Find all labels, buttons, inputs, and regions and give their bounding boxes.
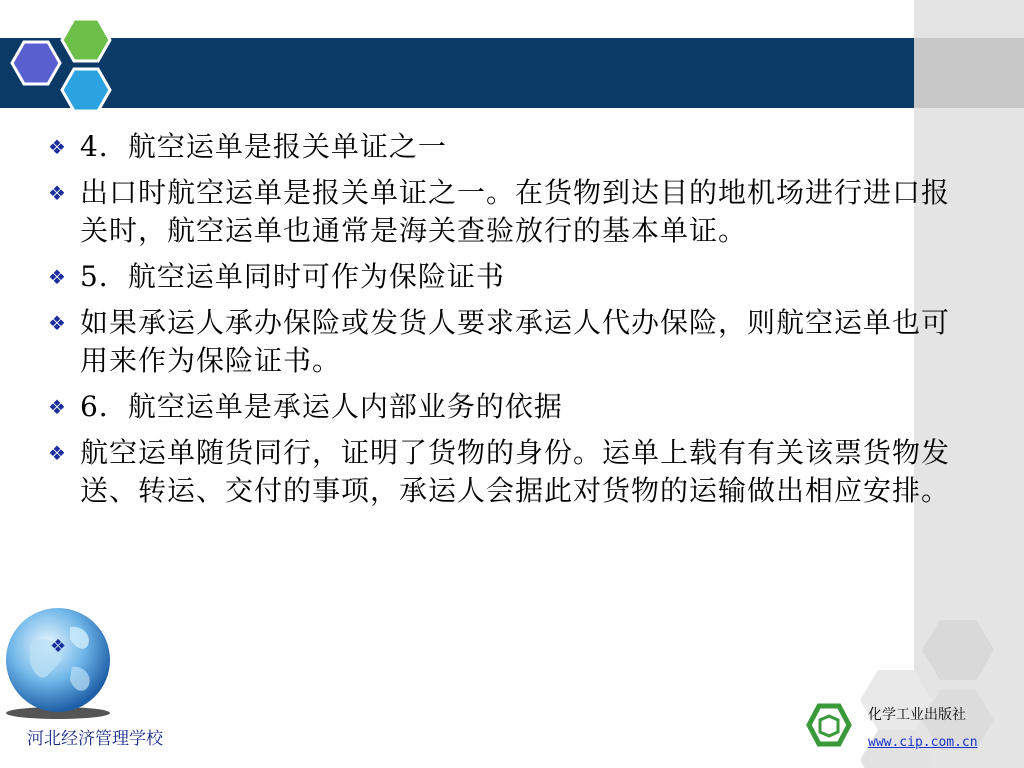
list-item [48,388,958,426]
list-item [48,304,958,380]
diamond-bullet-icon: ❖ [48,311,66,335]
header-bar [0,38,914,108]
diamond-bullet-icon: ❖ [48,265,66,289]
item-text: 航空运单随货同行，证明了货物的身份。运单上载有有关该票货物发送、转运、交付的事项，承运人会据此对货物的运输做出相应安排。 [80,436,951,507]
diamond-bullet-icon: ❖ [48,441,66,465]
item-text: 出口时航空运单是报关单证之一。在货物到达目的地机场进行进口报关时，航空运单也通常是海关查验放行的基本单证。 [80,176,951,247]
list-item [48,174,958,250]
school-name: 河北经济管理学校 [27,729,163,749]
list-item [48,434,958,510]
slide-content [48,128,958,518]
header-bar-gray-end [914,38,1024,108]
diamond-bullet-icon: ❖ [48,395,66,419]
publisher-logo-icon [804,700,854,750]
globe-icon [0,605,120,720]
diamond-bullet-icon: ❖ [48,135,66,159]
publisher-url-link[interactable]: www.cip.com.cn [868,735,978,750]
item-text: 如果承运人承办保险或发货人要求承运人代办保险，则航空运单也可用来作为保险证书。 [80,306,951,377]
diamond-bullet-icon: ❖ [50,636,67,657]
list-item [48,258,958,296]
diamond-bullet-icon: ❖ [48,181,66,205]
hexagon-cluster-icon [0,15,130,130]
publisher-name: 化学工业出版社 [868,707,966,723]
item-text: 5．航空运单同时可作为保险证书 [80,260,505,293]
item-text: 4．航空运单是报关单证之一 [80,130,447,163]
item-text: 6．航空运单是承运人内部业务的依据 [80,390,563,423]
list-item [48,128,958,166]
